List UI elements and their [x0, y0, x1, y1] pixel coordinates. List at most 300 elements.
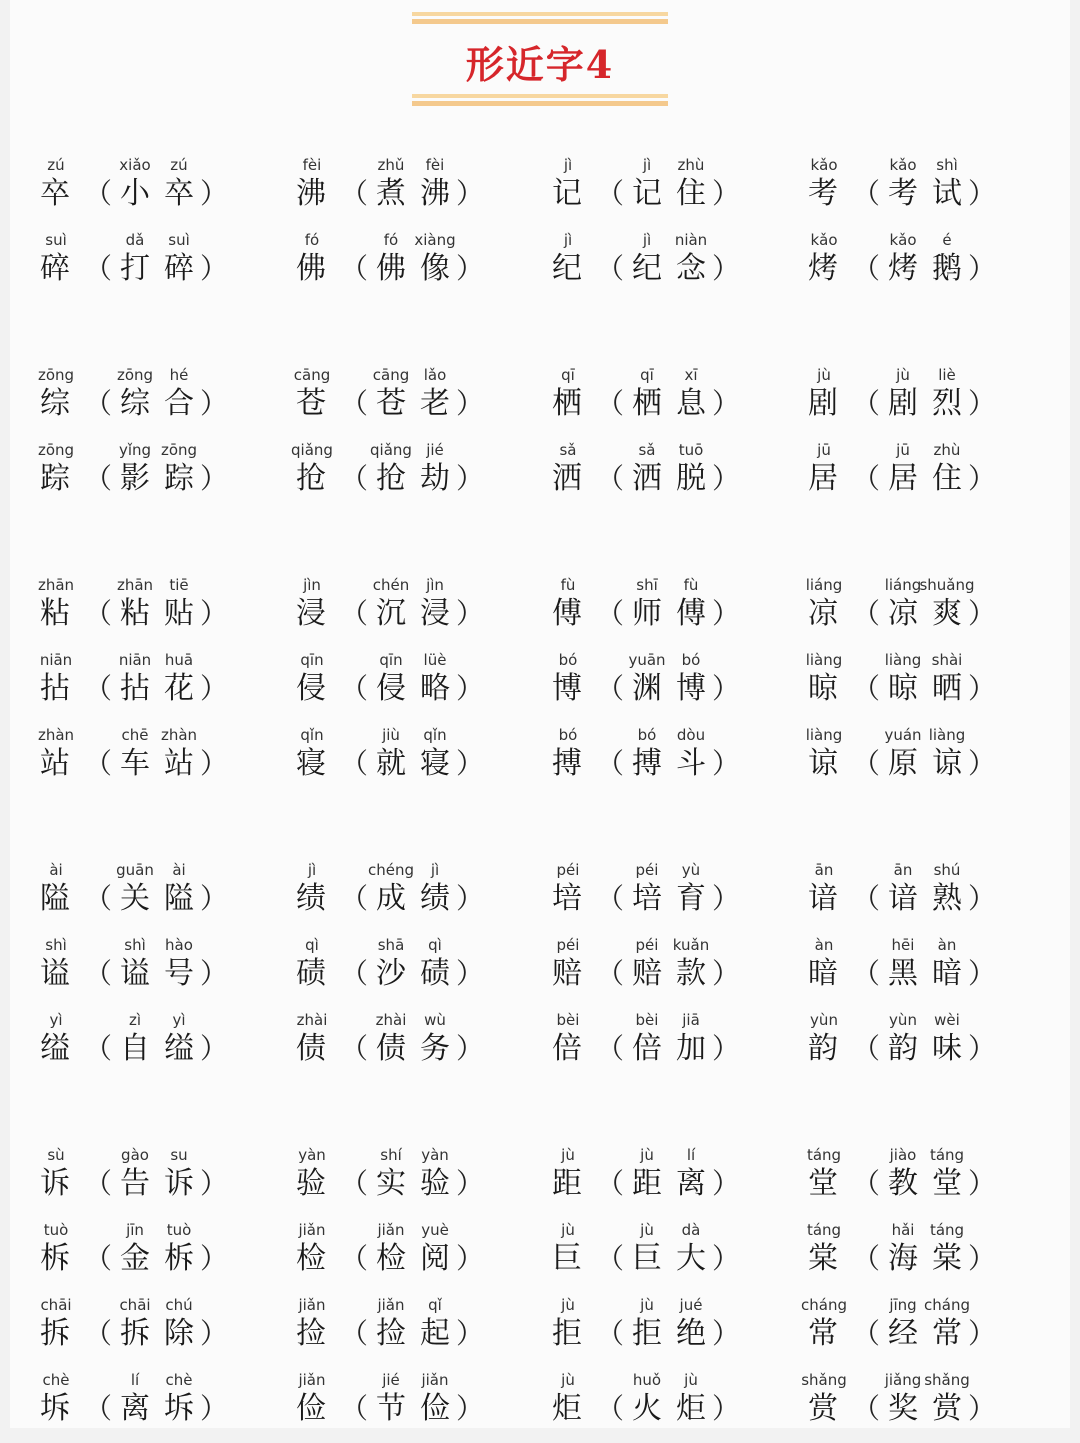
head-pinyin: cāng: [293, 366, 331, 384]
word1-pinyin: liàng: [884, 651, 922, 669]
head-character: 踪: [40, 461, 70, 496]
head-pinyin: jiǎn: [298, 1296, 326, 1314]
open-paren: （: [852, 1317, 881, 1350]
open-paren: （: [596, 882, 625, 915]
head-character: 棠: [808, 1241, 838, 1276]
word1-pinyin: jù: [640, 1296, 654, 1314]
head-pinyin: shǎng: [801, 1371, 847, 1389]
word2-pinyin: yuè: [421, 1221, 449, 1239]
head-pinyin: ān: [814, 861, 834, 879]
head-pinyin: qīn: [300, 651, 324, 669]
word1-pinyin: liáng: [884, 576, 922, 594]
word-character-1: 佛: [376, 251, 406, 286]
title-rule-bottom: [412, 94, 668, 106]
word-character-2: 俭: [420, 1391, 450, 1426]
word-character-1: 居: [888, 461, 918, 496]
word-character-1: 谥: [120, 956, 150, 991]
word-character-2: 味: [932, 1031, 962, 1066]
word2-pinyin: qì: [428, 936, 442, 954]
close-paren: ）: [712, 882, 741, 915]
word-entry: [296, 651, 546, 723]
head-pinyin: jì: [307, 861, 317, 879]
word-character-1: 教: [888, 1166, 918, 1201]
word-character-1: 海: [888, 1241, 918, 1276]
close-paren: ）: [200, 177, 229, 210]
word-entry: [296, 1221, 546, 1293]
word2-pinyin: qǐn: [423, 726, 447, 744]
open-paren: （: [84, 1317, 113, 1350]
head-character: 剧: [808, 386, 838, 421]
word-entry: [291, 441, 546, 513]
close-paren: ）: [200, 1242, 229, 1275]
close-paren: ）: [712, 387, 741, 420]
head-character: 谥: [40, 956, 70, 991]
word1-pinyin: bèi: [635, 1011, 659, 1029]
open-paren: （: [340, 387, 369, 420]
open-paren: （: [596, 672, 625, 705]
word1-pinyin: huǒ: [632, 1371, 662, 1389]
head-pinyin: suì: [45, 231, 67, 249]
word-character-2: 息: [676, 386, 706, 421]
word1-pinyin: qī: [640, 366, 654, 384]
head-character: 巨: [552, 1241, 582, 1276]
open-paren: （: [340, 462, 369, 495]
open-paren: （: [340, 1242, 369, 1275]
word-entry: [808, 1221, 1058, 1293]
word1-pinyin: qīn: [379, 651, 403, 669]
word-character-2: 赏: [932, 1391, 962, 1426]
word1-pinyin: zì: [128, 1011, 142, 1029]
word-character-2: 晒: [932, 671, 962, 706]
word2-pinyin: liàng: [928, 726, 966, 744]
head-character: 搏: [552, 746, 582, 781]
head-character: 拆: [40, 1316, 70, 1351]
word-character-1: 纪: [632, 251, 662, 286]
word-entry: [37, 576, 290, 648]
head-pinyin: bó: [558, 726, 578, 744]
head-pinyin: sǎ: [559, 441, 577, 459]
head-pinyin: cháng: [801, 1296, 847, 1314]
word-entry: [552, 576, 802, 648]
word-character-1: 赔: [632, 956, 662, 991]
head-pinyin: àn: [814, 936, 834, 954]
word1-pinyin: hēi: [891, 936, 915, 954]
word1-pinyin: jié: [382, 1371, 400, 1389]
head-character: 常: [808, 1316, 838, 1351]
word1-pinyin: jīn: [126, 1221, 144, 1239]
word-character-2: 卒: [164, 176, 194, 211]
word-character-2: 脱: [676, 461, 706, 496]
word2-pinyin: wù: [424, 1011, 446, 1029]
open-paren: （: [84, 957, 113, 990]
word-entry: [552, 156, 802, 228]
word-character-1: 沙: [376, 956, 406, 991]
close-paren: ）: [712, 747, 741, 780]
word-entry: [808, 861, 1058, 933]
head-character: 博: [552, 671, 582, 706]
word1-pinyin: péi: [635, 861, 659, 879]
word-character-2: 试: [932, 176, 962, 211]
head-character: 傅: [552, 596, 582, 631]
word-character-2: 站: [164, 746, 194, 781]
word2-pinyin: lǎo: [423, 366, 447, 384]
head-pinyin: zhàn: [37, 726, 75, 744]
head-character: 坼: [40, 1391, 70, 1426]
word-character-2: 住: [932, 461, 962, 496]
word1-pinyin: jì: [642, 231, 652, 249]
word1-pinyin: ān: [893, 861, 913, 879]
word1-pinyin: gào: [121, 1146, 149, 1164]
word-entry: [552, 1221, 802, 1293]
word-character-2: 加: [676, 1031, 706, 1066]
word-character-1: 节: [376, 1391, 406, 1426]
head-pinyin: jù: [561, 1146, 575, 1164]
head-character: 检: [296, 1241, 326, 1276]
close-paren: ）: [456, 882, 485, 915]
word-character-2: 老: [420, 386, 450, 421]
head-pinyin: jìn: [303, 576, 321, 594]
word-character-2: 念: [676, 251, 706, 286]
word-character-1: 巨: [632, 1241, 662, 1276]
head-pinyin: yùn: [810, 1011, 838, 1029]
head-pinyin: fèi: [302, 156, 322, 174]
word2-pinyin: jiā: [682, 1011, 700, 1029]
head-character: 纪: [552, 251, 582, 286]
close-paren: ）: [200, 1317, 229, 1350]
head-character: 沸: [296, 176, 326, 211]
word2-pinyin: tiē: [169, 576, 189, 594]
word1-pinyin: chéng: [367, 861, 415, 879]
word1-pinyin: shā: [377, 936, 405, 954]
close-paren: ）: [456, 597, 485, 630]
word1-pinyin: kǎo: [889, 156, 917, 174]
word-character-1: 洒: [632, 461, 662, 496]
head-character: 拈: [40, 671, 70, 706]
word-character-2: 务: [420, 1031, 450, 1066]
close-paren: ）: [200, 747, 229, 780]
word2-pinyin: su: [170, 1146, 188, 1164]
word1-pinyin: chāi: [119, 1296, 151, 1314]
head-pinyin: liàng: [805, 651, 843, 669]
word2-pinyin: shǎng: [924, 1371, 970, 1389]
close-paren: ）: [968, 882, 997, 915]
open-paren: （: [84, 387, 113, 420]
word-character-1: 金: [120, 1241, 150, 1276]
open-paren: （: [84, 252, 113, 285]
head-pinyin: qiǎng: [291, 441, 333, 459]
word-character-2: 阅: [420, 1241, 450, 1276]
word-character-1: 晾: [888, 671, 918, 706]
word-character-2: 除: [164, 1316, 194, 1351]
word-entry: [40, 156, 290, 228]
open-paren: （: [340, 747, 369, 780]
head-pinyin: bèi: [556, 1011, 580, 1029]
word1-pinyin: zhài: [375, 1011, 407, 1029]
open-paren: （: [852, 672, 881, 705]
head-character: 苍: [296, 386, 326, 421]
open-paren: （: [596, 252, 625, 285]
open-paren: （: [84, 1392, 113, 1425]
word-character-2: 验: [420, 1166, 450, 1201]
word2-pinyin: shú: [933, 861, 961, 879]
word-character-1: 拆: [120, 1316, 150, 1351]
word1-pinyin: shī: [636, 576, 658, 594]
open-paren: （: [852, 597, 881, 630]
open-paren: （: [852, 252, 881, 285]
head-pinyin: tuò: [43, 1221, 69, 1239]
word2-pinyin: xiàng: [414, 231, 456, 249]
close-paren: ）: [456, 957, 485, 990]
head-character: 栖: [552, 386, 582, 421]
head-character: 俭: [296, 1391, 326, 1426]
close-paren: ）: [200, 462, 229, 495]
close-paren: ）: [456, 672, 485, 705]
word-entry: [552, 936, 802, 1008]
close-paren: ）: [968, 1032, 997, 1065]
open-paren: （: [84, 1032, 113, 1065]
word-character-1: 影: [120, 461, 150, 496]
head-character: 晾: [808, 671, 838, 706]
open-paren: （: [596, 177, 625, 210]
head-character: 堂: [808, 1166, 838, 1201]
word-character-1: 自: [120, 1031, 150, 1066]
close-paren: ）: [200, 597, 229, 630]
word-entry: [296, 1011, 546, 1083]
word1-pinyin: bó: [637, 726, 657, 744]
word-character-1: 就: [376, 746, 406, 781]
head-pinyin: ài: [49, 861, 63, 879]
head-pinyin: niān: [39, 651, 73, 669]
open-paren: （: [84, 1167, 113, 1200]
head-character: 柝: [40, 1241, 70, 1276]
open-paren: （: [84, 747, 113, 780]
open-paren: （: [84, 177, 113, 210]
word-character-1: 抢: [376, 461, 406, 496]
word2-pinyin: fèi: [425, 156, 445, 174]
head-character: 碛: [296, 956, 326, 991]
word-entry: [296, 1371, 546, 1443]
close-paren: ）: [200, 252, 229, 285]
word-character-2: 绩: [420, 881, 450, 916]
word-character-1: 关: [120, 881, 150, 916]
word2-pinyin: zú: [170, 156, 188, 174]
word-entry: [552, 231, 802, 303]
word-entry: [801, 1371, 1058, 1443]
close-paren: ）: [968, 957, 997, 990]
word-entry: [40, 1146, 290, 1218]
head-character: 综: [40, 386, 70, 421]
word1-pinyin: yuān: [628, 651, 666, 669]
head-pinyin: zú: [47, 156, 65, 174]
word-character-2: 踪: [164, 461, 194, 496]
word2-pinyin: suì: [168, 231, 190, 249]
word2-pinyin: yù: [681, 861, 701, 879]
word2-pinyin: zhù: [677, 156, 705, 174]
open-paren: （: [852, 957, 881, 990]
close-paren: ）: [712, 1242, 741, 1275]
word2-pinyin: chè: [165, 1371, 193, 1389]
close-paren: ）: [712, 957, 741, 990]
open-paren: （: [340, 1167, 369, 1200]
close-paren: ）: [712, 597, 741, 630]
close-paren: ）: [200, 882, 229, 915]
word-character-1: 谙: [888, 881, 918, 916]
open-paren: （: [340, 1317, 369, 1350]
open-paren: （: [852, 1392, 881, 1425]
head-pinyin: zhān: [37, 576, 75, 594]
word2-pinyin: huā: [164, 651, 194, 669]
title-rule-top: [412, 12, 668, 24]
word-character-2: 号: [164, 956, 194, 991]
head-pinyin: péi: [556, 861, 580, 879]
head-character: 卒: [40, 176, 70, 211]
word-entry: [805, 726, 1058, 798]
open-paren: （: [852, 387, 881, 420]
close-paren: ）: [200, 1392, 229, 1425]
head-character: 培: [552, 881, 582, 916]
open-paren: （: [596, 462, 625, 495]
head-pinyin: jiǎn: [298, 1221, 326, 1239]
word-character-2: 劫: [420, 461, 450, 496]
word-character-1: 告: [120, 1166, 150, 1201]
word-character-1: 剧: [888, 386, 918, 421]
word-character-2: 坼: [164, 1391, 194, 1426]
head-character: 绩: [296, 881, 326, 916]
head-pinyin: qì: [305, 936, 319, 954]
word2-pinyin: xī: [684, 366, 698, 384]
head-pinyin: jù: [561, 1296, 575, 1314]
close-paren: ）: [200, 1032, 229, 1065]
word1-pinyin: jiǎng: [884, 1371, 922, 1389]
word1-pinyin: yùn: [889, 1011, 917, 1029]
word-entry: [552, 441, 802, 513]
title-banner: [412, 12, 668, 106]
word-character-1: 渊: [632, 671, 662, 706]
close-paren: ）: [712, 252, 741, 285]
word-character-2: 鹅: [932, 251, 962, 286]
word-entry: [552, 1296, 802, 1368]
word-character-1: 打: [120, 251, 150, 286]
word1-pinyin: zhǔ: [377, 156, 405, 174]
close-paren: ）: [968, 387, 997, 420]
word-entry: [40, 1011, 290, 1083]
word-entry: [808, 1011, 1058, 1083]
word-character-2: 隘: [164, 881, 194, 916]
close-paren: ）: [968, 1242, 997, 1275]
word-entry: [37, 441, 290, 513]
word-character-1: 原: [888, 746, 918, 781]
open-paren: （: [852, 1167, 881, 1200]
close-paren: ）: [712, 1032, 741, 1065]
word-character-2: 大: [676, 1241, 706, 1276]
word-entry: [808, 1146, 1058, 1218]
close-paren: ）: [968, 1167, 997, 1200]
close-paren: ）: [712, 177, 741, 210]
word-character-1: 煮: [376, 176, 406, 211]
word-character-2: 育: [676, 881, 706, 916]
open-paren: （: [596, 1032, 625, 1065]
open-paren: （: [84, 672, 113, 705]
close-paren: ）: [456, 462, 485, 495]
word-entry: [40, 231, 290, 303]
word2-pinyin: táng: [929, 1146, 965, 1164]
head-character: 粘: [40, 596, 70, 631]
head-pinyin: shì: [45, 936, 67, 954]
open-paren: （: [596, 1242, 625, 1275]
head-character: 碎: [40, 251, 70, 286]
open-paren: （: [84, 1242, 113, 1275]
close-paren: ）: [968, 597, 997, 630]
word-entry: [296, 1296, 546, 1368]
word-entry: [801, 1296, 1058, 1368]
word1-pinyin: jīng: [889, 1296, 917, 1314]
word-entry: [296, 231, 546, 303]
close-paren: ）: [968, 672, 997, 705]
word2-pinyin: zhù: [933, 441, 961, 459]
word1-pinyin: niān: [118, 651, 152, 669]
open-paren: （: [340, 252, 369, 285]
word2-pinyin: jìn: [426, 576, 444, 594]
word-character-1: 拒: [632, 1316, 662, 1351]
word2-pinyin: jù: [684, 1371, 698, 1389]
close-paren: ）: [200, 387, 229, 420]
word2-pinyin: niàn: [674, 231, 708, 249]
word-character-1: 火: [632, 1391, 662, 1426]
open-paren: （: [84, 462, 113, 495]
word2-pinyin: jué: [679, 1296, 703, 1314]
word-character-1: 沉: [376, 596, 406, 631]
open-paren: （: [596, 1392, 625, 1425]
word2-pinyin: chú: [165, 1296, 193, 1314]
close-paren: ）: [456, 1167, 485, 1200]
head-pinyin: jū: [817, 441, 831, 459]
word-character-1: 苍: [376, 386, 406, 421]
word-character-1: 记: [632, 176, 662, 211]
head-pinyin: péi: [556, 936, 580, 954]
head-pinyin: táng: [806, 1221, 842, 1239]
open-paren: （: [340, 957, 369, 990]
word-entry: [40, 861, 290, 933]
word-entry: [808, 441, 1058, 513]
word2-pinyin: lí: [686, 1146, 696, 1164]
head-pinyin: yàn: [298, 1146, 326, 1164]
head-character: 诉: [40, 1166, 70, 1201]
word-entry: [808, 231, 1058, 303]
word-character-2: 棠: [932, 1241, 962, 1276]
word1-pinyin: péi: [635, 936, 659, 954]
head-pinyin: liáng: [805, 576, 843, 594]
word2-pinyin: jié: [426, 441, 444, 459]
word1-pinyin: yǐng: [118, 441, 152, 459]
word1-pinyin: zhān: [116, 576, 154, 594]
open-paren: （: [596, 597, 625, 630]
open-paren: （: [852, 747, 881, 780]
head-pinyin: qī: [561, 366, 575, 384]
head-character: 捡: [296, 1316, 326, 1351]
word-character-2: 花: [164, 671, 194, 706]
head-character: 隘: [40, 881, 70, 916]
open-paren: （: [596, 1317, 625, 1350]
word1-pinyin: zōng: [116, 366, 154, 384]
word-character-2: 堂: [932, 1166, 962, 1201]
head-pinyin: liàng: [805, 726, 843, 744]
head-pinyin: fù: [560, 576, 576, 594]
close-paren: ）: [200, 672, 229, 705]
word-character-1: 综: [120, 386, 150, 421]
head-character: 暗: [808, 956, 838, 991]
word-character-1: 栖: [632, 386, 662, 421]
open-paren: （: [852, 177, 881, 210]
